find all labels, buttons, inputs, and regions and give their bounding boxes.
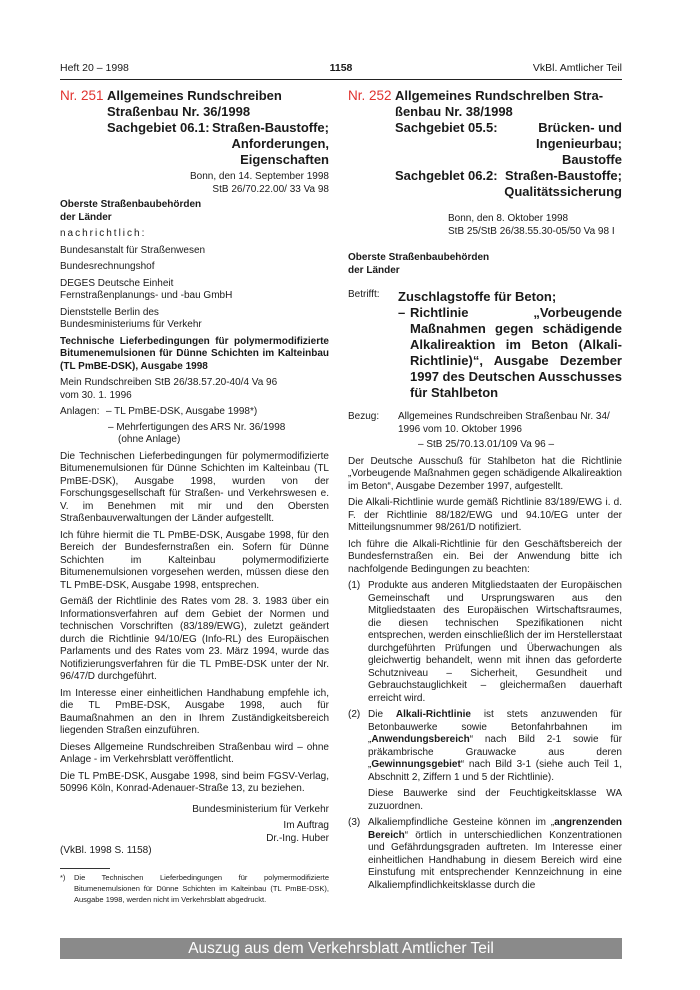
betrifft-text bbox=[398, 289, 622, 401]
recipient: der Länder bbox=[348, 264, 400, 276]
reference: StB 26/70.22.00/ 33 Va 98 bbox=[212, 183, 329, 195]
article-251 bbox=[60, 88, 329, 905]
issue-number: Heft 20 – 1998 bbox=[60, 62, 129, 74]
list-text bbox=[368, 709, 622, 813]
title-line: Baustoffe bbox=[562, 152, 622, 167]
attachments-list bbox=[106, 406, 285, 447]
attachment-item: (ohne Anlage) bbox=[118, 434, 181, 445]
text-run: Alkaliempfindliche Gesteine können im „ bbox=[368, 817, 555, 828]
text-run: “ nach Bild 2-1 sowie für präkambrische Grauwacke aus deren „ bbox=[368, 734, 622, 770]
bezug-label: Bezug: bbox=[348, 411, 380, 422]
list-number: (3) bbox=[348, 817, 361, 828]
dateline: Bonn, den 14. September 1998 bbox=[190, 171, 329, 182]
text-run: “ örtlich in unterschiedlichen Konzentrationen und Gefährdungsgraden auftreten. Im Interesse einer einheitlichen Handhabung in diesem Bereich wird eine Einstufung mit entsprechender Kennzeichnung in eine Alkaliempfindlichkeitsklasse durch die bbox=[368, 829, 622, 891]
attachment-item: – TL PmBE-DSK, Ausgabe 1998*) bbox=[106, 406, 258, 417]
title-line: Ingenieurbau; bbox=[536, 136, 622, 151]
article-header bbox=[348, 88, 622, 200]
bezug-text bbox=[398, 411, 622, 452]
text-run: ist stets anzuwenden für Betonbauwerke sowie Betonfahrbahnen im „ bbox=[368, 709, 622, 745]
attachment-item: – Mehrfertigungen des ARS Nr. 36/1998 bbox=[108, 421, 286, 433]
footnote bbox=[60, 872, 329, 905]
paragraph: Der Deutsche Ausschuß für Stahlbeton hat die Richtlinie „Vorbeugende Maßnahmen gegen schädigende Alkalireaktion im Beton“, Ausgabe Dezember 1997, aufgestellt. bbox=[348, 455, 622, 492]
address: Fernstraßenplanungs- und -bau GmbH bbox=[60, 290, 233, 301]
list-number: (2) bbox=[348, 709, 361, 720]
sachgebiet-text: Brücken- und bbox=[538, 120, 622, 135]
nachrichtlich-label: nachrichtlich: bbox=[60, 228, 147, 239]
bold-term: Gewinnungsgebiet bbox=[371, 759, 461, 770]
footnote-rule bbox=[60, 868, 110, 869]
subject: Technische Lieferbedingungen für polymermodifizierte Bitumenemulsionen für Dünne Schichten im Kalteinbau (TL PmBE-DSK), Ausgabe 1998 bbox=[60, 335, 329, 372]
signature-authority: Bundesministerium für Verkehr bbox=[192, 803, 329, 815]
attachments bbox=[60, 406, 329, 447]
title-line bbox=[395, 168, 622, 184]
dateline: Bonn, den 8. Oktober 1998 bbox=[448, 213, 569, 224]
list-item bbox=[348, 709, 622, 813]
dash: – bbox=[398, 305, 406, 320]
paragraph: Dieses Allgemeine Rundschreiben Straßenbau wird – ohne Anlage - im Verkehrsblatt veröffentlicht. bbox=[60, 741, 329, 765]
vkbl-reference: (VkBl. 1998 S. 1158) bbox=[60, 845, 152, 856]
attachments-label: Anlagen: bbox=[60, 406, 100, 417]
list-item bbox=[348, 817, 622, 892]
page-header bbox=[60, 60, 622, 78]
article-title bbox=[107, 88, 329, 168]
article-number: Nr. 252 bbox=[348, 88, 392, 103]
title-line: Allgemeines Rundschreiben bbox=[107, 88, 282, 103]
title-line: Qualitätssicherung bbox=[504, 184, 622, 199]
list-item bbox=[348, 580, 622, 705]
paragraph: Die Technischen Lieferbedingungen für polymermodifizierte Bitumenemulsionen für Dünne Schichten im Kalteinbau (TL PmBE-DSK), Ausgabe 1998, wurden von der Forschungsgesellschaft für Straßen- und Verkehrswesen e. V. im Benehmen mit mir und den Obersten Straßenbauverwaltungen der Länder aufgestellt. bbox=[60, 450, 329, 524]
article-header bbox=[60, 88, 329, 168]
footnote-text: Die Technischen Lieferbedingungen für polymermodifizierte Bitumenemulsionen für Dünne Schichten im Kalteinbau (TL PmBE-DSK), Ausgabe 1998, werden nicht im Verkehrsblatt abgedruckt. bbox=[74, 872, 329, 904]
article-title bbox=[395, 88, 622, 200]
sachgebiet-label: Sachgebiet 06.1: bbox=[107, 120, 210, 135]
sachgebiet-text: Straßen-Baustoffe; bbox=[211, 120, 329, 135]
paragraph: Ich führe die Alkali-Richtlinie für den Geschäftsbereich der Bundesfernstraßen ein. Bei der Anwendung bitte ich nachfolgende Bedingungen zu beachten: bbox=[348, 538, 622, 575]
list-subparagraph: Diese Bauwerke sind der Feuchtigkeitsklasse WA zuzuordnen. bbox=[368, 788, 622, 812]
header-rule bbox=[60, 79, 622, 80]
bezug-line: – StB 25/70.13.01/109 Va 96 – bbox=[418, 439, 555, 450]
bold-term: angrenzenden Bereich bbox=[368, 817, 622, 841]
text-run: Die bbox=[368, 709, 396, 720]
bold-term: Anwendungsbereich bbox=[371, 734, 470, 745]
sachgebiet-label: Sachgebiet 05.5: bbox=[395, 120, 498, 135]
list-text: Produkte aus anderen Mitgliedstaaten der Europäischen Gemeinschaft und Ursprungswaren aus den Mitgliedstaaten des Europäischen Wirtschaftsraumes, die diesen technischen Spezifikationen nicht entsprechen, werden einschließlich der im Herstellerstaat durchgeführten Prüfungen und Überwachungen als gleichwertig behandelt, wenn mit ihnen das geforderte Schutzniveau – Sicherheit, Gesundheit und Gebrauchstauglichkeit – gleichermaßen dauerhaft erreicht wird. bbox=[368, 580, 623, 704]
publication-name: VkBl. Amtlicher Teil bbox=[532, 62, 622, 74]
betrifft-detail: Richtlinie „Vorbeugende Maßnahmen gegen schädigende Alkalireaktion im Beton (Alkali-Richtlinie)“, Ausgabe Dezember 1997 des Deutschen Ausschusses für Stahlbeton bbox=[410, 305, 622, 400]
previous-reference: vom 30. 1. 1996 bbox=[60, 389, 132, 401]
signature-name: Dr.-Ing. Huber bbox=[266, 832, 329, 844]
list-number: (1) bbox=[348, 580, 361, 591]
betrifft-label: Betrifft: bbox=[348, 289, 380, 300]
betrifft-block bbox=[348, 289, 622, 401]
footnote-mark: *) bbox=[60, 872, 66, 882]
signature-line: Im Auftrag bbox=[283, 820, 329, 831]
reference: StB 25/StB 26/38.55.30-05/50 Va 98 I bbox=[448, 225, 615, 237]
title-line: Straßenbau Nr. 36/1998 bbox=[107, 104, 251, 119]
footer-banner: Auszug aus dem Verkehrsblatt Amtlicher Teil bbox=[60, 938, 622, 959]
betrifft-line bbox=[398, 305, 622, 401]
sachgebiet-label: Sachgeblet 06.2: bbox=[395, 168, 498, 183]
paragraph: Gemäß der Richtlinie des Rates vom 28. 3. 1983 über ein Informationsverfahren auf dem Gebiet der Normen und technischen Vorschriften (83/189/EWG), zuletzt geändert durch die Richtlinie 94/10/EG (Info-RL) des Europäischen Parlaments und des Rates vom 23. März 1994, wurde das Notifizierungsverfahren für die TL PmBE-DSK unter der Nr. 96/47/D durchgeführt. bbox=[60, 596, 329, 682]
bold-term: Alkali-Richtlinie bbox=[395, 709, 471, 720]
title-line bbox=[395, 120, 622, 136]
betrifft-line: Zuschlagstoffe für Beton; bbox=[398, 289, 557, 304]
title-line: Eigenschaften bbox=[240, 152, 329, 167]
address: Bundesanstalt für Straßenwesen bbox=[60, 244, 206, 256]
recipient: Oberste Straßenbaubehörden bbox=[348, 252, 490, 263]
title-line: Allgemeines Rundschrelben Stra- bbox=[395, 88, 604, 103]
article-252 bbox=[348, 88, 622, 892]
address: DEGES Deutsche Einheit bbox=[60, 277, 174, 289]
article-number: Nr. 251 bbox=[60, 88, 104, 103]
paragraph: Im Interesse einer einheitlichen Handhabung empfehle ich, die TL PmBE-DSK, Ausgabe 1998, auch für Baumaßnahmen an den in Ihrem Zuständigkeitsbereich liegenden Straßen einzuführen. bbox=[60, 687, 329, 736]
recipient: Oberste Straßenbaubehörden bbox=[60, 199, 202, 210]
address: Bundesministeriums für Verkehr bbox=[60, 319, 202, 330]
previous-reference: Mein Rundschreiben StB 26/38.57.20-40/4 Va 96 bbox=[60, 377, 278, 388]
bezug-block bbox=[348, 411, 622, 452]
page-number: 1158 bbox=[329, 62, 353, 74]
bezug-line: Allgemeines Rundschreiben Straßenbau Nr. 34/ 1996 vom 10. Oktober 1996 bbox=[398, 411, 610, 435]
title-line: ßenbau Nr. 38/1998 bbox=[395, 104, 513, 119]
paragraph: Die TL PmBE-DSK, Ausgabe 1998, sind beim FGSV-Verlag, 50996 Köln, Konrad-Adenauer-Straße 13, zu beziehen. bbox=[60, 770, 329, 794]
title-line bbox=[107, 120, 329, 136]
sachgebiet-text: Straßen-Baustoffe; bbox=[504, 168, 622, 183]
list-text bbox=[368, 817, 622, 892]
address: Bundesrechnungshof bbox=[60, 261, 155, 272]
paragraph: Ich führe hiermit die TL PmBE-DSK, Ausgabe 1998, für den Bereich der Bundesfernstraßen ein. Sofern für Dünne Schichten im Kalteinbau polymermodifizierte Bitumenemulsionen vorgesehen werden, müssen diese den TL PmBE-DSK, Ausgabe 1998, entsprechen. bbox=[60, 529, 329, 591]
address: Dienststelle Berlin des bbox=[60, 306, 159, 318]
paragraph: Die Alkali-Richtlinie wurde gemäß Richtlinie 83/189/EWG i. d. F. der Richtlinie 88/182/EWG und 94.10/EG unter der Mitteilungsnummer 98/261/D notifiziert. bbox=[348, 497, 622, 533]
recipient: der Länder bbox=[60, 211, 112, 223]
text-run: “ nach Bild 3-1 (siehe auch Teil 1, Abschnitt 2, Ziffern 1 und 5 der Richtlinie). bbox=[368, 759, 622, 783]
title-line: Anforderungen, bbox=[231, 136, 329, 151]
